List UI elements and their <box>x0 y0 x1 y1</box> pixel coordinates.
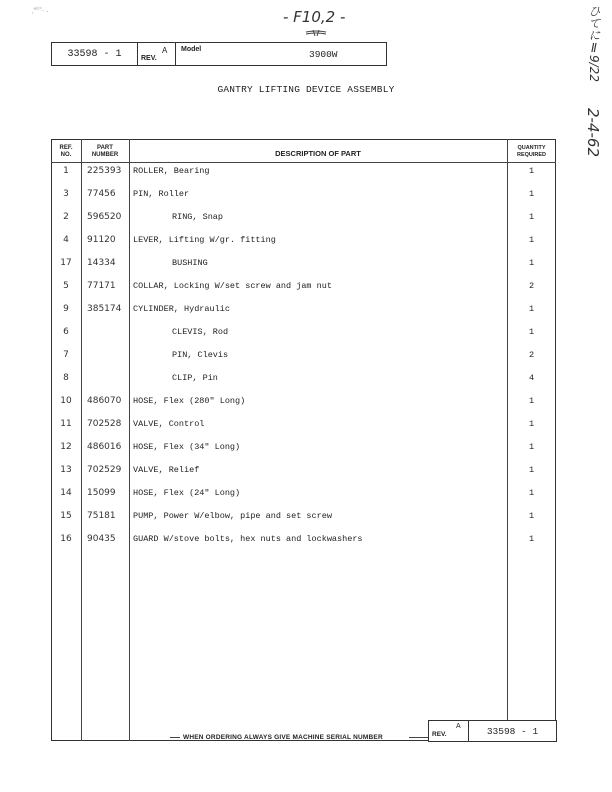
row-part-number: 77171 <box>87 281 116 291</box>
row-ref-number: 2 <box>63 212 69 222</box>
row-ref-number: 14 <box>60 488 72 498</box>
header-model-label: Model <box>181 46 202 53</box>
header-box <box>51 42 387 66</box>
row-quantity: 1 <box>528 304 535 314</box>
row-description: LEVER, Lifting W/gr. fitting <box>133 235 276 245</box>
table-row <box>51 281 556 301</box>
row-description: CLIP, Pin <box>172 373 218 383</box>
column-header-part-line2: NUMBER <box>91 152 119 158</box>
order-note: WHEN ORDERING ALWAYS GIVE MACHINE SERIAL NUMBER <box>183 734 383 741</box>
table-row <box>51 327 556 347</box>
header-model-value: 3900W <box>309 49 338 60</box>
row-description: GUARD W/stove bolts, hex nuts and lockwashers <box>133 534 363 544</box>
row-ref-number: 4 <box>63 235 69 245</box>
row-part-number: 15099 <box>87 488 116 498</box>
header-revision-cell <box>138 43 176 65</box>
table-row <box>51 442 556 462</box>
row-quantity: 2 <box>528 350 535 360</box>
assembly-title: GANTRY LIFTING DEVICE ASSEMBLY <box>217 84 395 95</box>
row-description: VALVE, Relief <box>133 465 200 475</box>
row-ref-number: 17 <box>60 258 72 268</box>
row-description: HOSE, Flex (24" Long) <box>133 488 241 498</box>
row-quantity: 1 <box>528 166 535 176</box>
column-header-qty-line1: QUANTITY <box>517 145 546 151</box>
row-part-number: 702528 <box>87 419 122 429</box>
footer-rev-value: A <box>456 723 461 730</box>
table-row <box>51 373 556 393</box>
table-row <box>51 534 556 554</box>
row-part-number: 77456 <box>87 189 116 199</box>
row-description: PUMP, Power W/elbow, pipe and set screw <box>133 511 332 521</box>
row-part-number: 90435 <box>87 534 116 544</box>
row-quantity: 1 <box>528 511 535 521</box>
footer-revision-cell <box>429 721 469 741</box>
column-header-ref-line2: NO. <box>60 152 72 158</box>
row-ref-number: 9 <box>63 304 69 314</box>
row-ref-number: 13 <box>60 465 72 475</box>
row-quantity: 1 <box>528 488 535 498</box>
table-header-divider <box>51 162 556 163</box>
row-ref-number: 11 <box>60 419 72 429</box>
row-part-number: 91120 <box>87 235 116 245</box>
row-quantity: 1 <box>528 189 535 199</box>
row-ref-number: 6 <box>63 327 69 337</box>
row-ref-number: 7 <box>63 350 69 360</box>
column-header-quantity <box>507 145 556 159</box>
table-row <box>51 189 556 209</box>
header-rev-label: REV. <box>141 55 157 62</box>
order-note-rule-right <box>409 737 429 738</box>
row-description: VALVE, Control <box>133 419 205 429</box>
row-part-number: 225393 <box>87 166 122 176</box>
handwritten-figure-reference: - F10,2 - <box>283 8 346 26</box>
table-row <box>51 465 556 485</box>
table-row <box>51 166 556 186</box>
table-row <box>51 212 556 232</box>
row-quantity: 1 <box>528 442 535 452</box>
row-description: PIN, Roller <box>133 189 190 199</box>
footer-doc-number: 33598 - 1 <box>486 725 539 737</box>
row-quantity: 1 <box>528 534 535 544</box>
row-description: CLEVIS, Rod <box>172 327 229 337</box>
row-part-number: 385174 <box>87 304 122 314</box>
row-ref-number: 1 <box>63 166 69 176</box>
column-header-ref <box>51 145 81 159</box>
table-row <box>51 396 556 416</box>
footer-box <box>428 720 557 742</box>
row-quantity: 1 <box>528 235 535 245</box>
row-ref-number: 8 <box>63 373 69 383</box>
row-part-number: 486070 <box>87 396 122 406</box>
table-row <box>51 350 556 370</box>
table-row <box>51 304 556 324</box>
row-ref-number: 16 <box>60 534 72 544</box>
column-header-ref-line1: REF. <box>59 145 73 151</box>
row-ref-number: 12 <box>60 442 72 452</box>
header-doc-number: 33598 - 1 <box>52 43 138 65</box>
column-header-part <box>81 145 129 159</box>
row-quantity: 1 <box>528 396 535 406</box>
table-row <box>51 488 556 508</box>
order-note-rule-left <box>170 737 180 738</box>
column-header-description: DESCRIPTION OF PART <box>275 149 361 158</box>
column-header-qty-line2: REQUIRED <box>516 152 547 158</box>
footer-rev-label: REV. <box>432 731 447 738</box>
row-quantity: 1 <box>528 327 535 337</box>
row-description: RING, Snap <box>172 212 224 222</box>
row-description: COLLAR, Locking W/set screw and jam nut <box>133 281 332 291</box>
row-ref-number: 5 <box>63 281 69 291</box>
column-header-part-line1: PART <box>97 145 113 151</box>
row-part-number: 75181 <box>87 511 116 521</box>
row-part-number: 596520 <box>87 212 122 222</box>
row-description: HOSE, Flex (280" Long) <box>133 396 246 406</box>
header-model-cell <box>176 43 386 65</box>
handwritten-side-date: 2-4-62 <box>584 108 602 157</box>
row-description: ROLLER, Bearing <box>133 166 210 176</box>
row-ref-number: 10 <box>60 396 72 406</box>
row-quantity: 1 <box>528 465 535 475</box>
table-row <box>51 235 556 255</box>
row-part-number: 486016 <box>87 442 122 452</box>
row-quantity: 2 <box>528 281 535 291</box>
row-description: CYLINDER, Hydraulic <box>133 304 230 314</box>
table-row <box>51 511 556 531</box>
handwritten-top-left-mark: ˏᵃˡᶻ'˴ . <box>30 6 49 14</box>
row-quantity: 1 <box>528 258 535 268</box>
row-ref-number: 3 <box>63 189 69 199</box>
row-quantity: 1 <box>528 212 535 222</box>
row-part-number: 14334 <box>87 258 116 268</box>
row-quantity: 1 <box>528 419 535 429</box>
handwritten-side-note-top: ひてにⅡ9/22 <box>587 5 601 82</box>
row-description: PIN, Clevis <box>172 350 229 360</box>
handwritten-strike-mark <box>305 30 327 36</box>
row-quantity: 4 <box>528 373 535 383</box>
table-row <box>51 419 556 439</box>
row-ref-number: 15 <box>60 511 72 521</box>
row-description: HOSE, Flex (34" Long) <box>133 442 241 452</box>
table-row <box>51 258 556 278</box>
row-description: BUSHING <box>172 258 208 268</box>
row-part-number: 702529 <box>87 465 122 475</box>
header-rev-value: A <box>162 46 168 55</box>
